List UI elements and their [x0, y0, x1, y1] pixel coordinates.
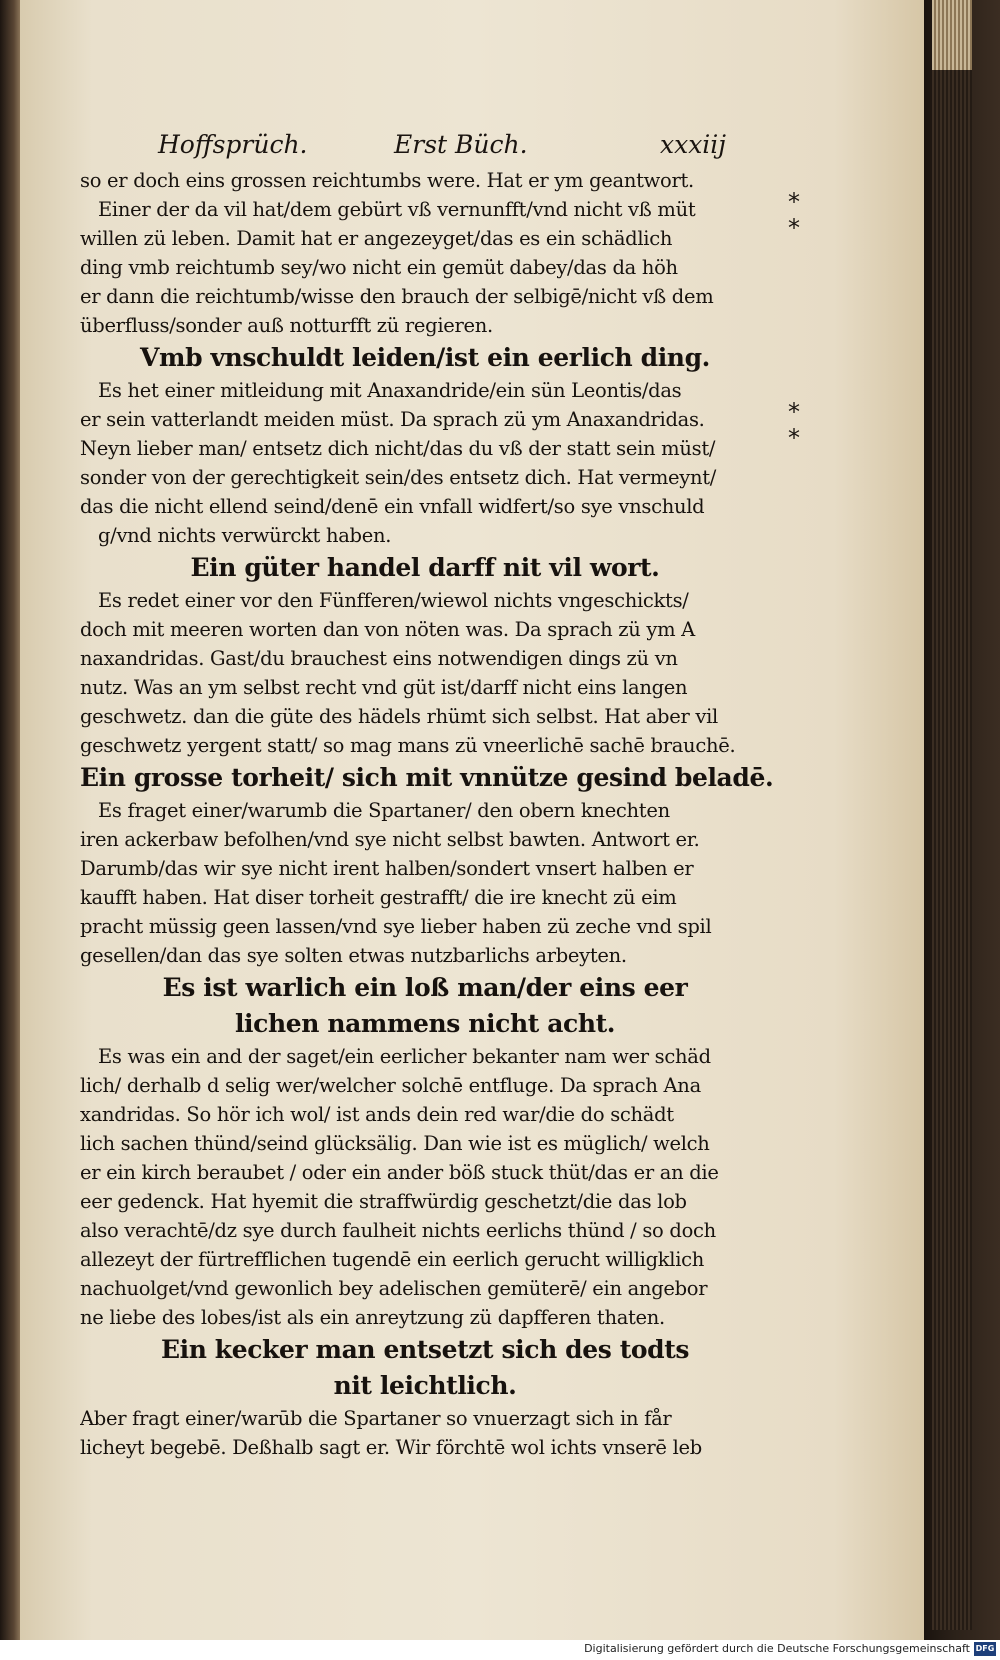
dfg-logo: DFG	[974, 1642, 996, 1656]
text-line: nachuolget/vnd gewonlich bey adelischen gemüterē/ ein angebor	[80, 1277, 708, 1300]
page-text-body	[80, 166, 774, 1462]
text-line: er ein kirch beraubet / oder ein ander böß stuck thüt/das er an die	[80, 1161, 719, 1184]
asterisk-mark: *	[788, 188, 800, 216]
text-line: pracht müssig geen lassen/vnd sye lieber haben zü zeche vnd spil	[80, 915, 712, 938]
folio-number: xxxiij	[660, 130, 727, 159]
text-line: lich/ derhalb d selig wer/welcher solchē entfluge. Da sprach Ana	[80, 1074, 701, 1097]
footer-bar	[0, 1640, 1000, 1660]
text-line: willen zü leben. Damit hat er angezeyget/das es ein schädlich	[80, 227, 673, 250]
text-line: Neyn lieber man/ entsetz dich nicht/das du vß der statt sein müst/	[80, 437, 716, 460]
section-heading: Ein grosse torheit/ sich mit vnnütze gesind beladē.	[80, 763, 774, 792]
text-line: gesellen/dan das sye solten etwas nutzbarlichs arbeyten.	[80, 944, 627, 967]
footer-credit: Digitalisierung gefördert durch die Deutsche Forschungsgemeinschaft	[584, 1642, 970, 1655]
text-line: nutz. Was an ym selbst recht vnd güt ist/darff nicht eins langen	[80, 676, 688, 699]
text-line: ne liebe des lobes/ist als ein anreytzung zü dapfferen thaten.	[80, 1306, 665, 1329]
text-line: eer gedenck. Hat hyemit die straffwürdig geschetzt/die das lob	[80, 1190, 687, 1213]
text-line: er sein vatterlandt meiden müst. Da sprach zü ym Anaxandridas.	[80, 408, 705, 431]
asterisk-mark: *	[788, 398, 800, 426]
text-line: sonder von der gerechtigkeit sein/des entsetz dich. Hat vermeynt/	[80, 466, 717, 489]
text-line: g/vnd nichts verwürckt haben.	[98, 524, 392, 547]
text-line: Darumb/das wir sye nicht irent halben/sondert vnsert halben er	[80, 857, 694, 880]
book-page	[20, 0, 924, 1640]
text-line: er dann die reichtumb/wisse den brauch der selbigē/nicht vß dem	[80, 285, 714, 308]
text-line: Es fraget einer/warumb die Spartaner/ den obern knechten	[98, 799, 670, 822]
text-line: Es was ein and der saget/ein eerlicher bekanter nam wer schäd	[98, 1045, 711, 1068]
section-heading: nit leichtlich.	[333, 1371, 517, 1400]
text-line: geschwetz. dan die güte des hädels rhümt sich selbst. Hat aber vil	[80, 705, 718, 728]
section-heading: Vmb vnschuldt leiden/ist ein eerlich ding.	[140, 343, 710, 372]
text-line: kaufft haben. Hat diser torheit gestrafft/ die ire knecht zü eim	[80, 886, 677, 909]
text-line: allezeyt der fürtrefflichen tugendē ein eerlich gerucht willigklich	[80, 1248, 705, 1271]
text-line: also verachtē/dz sye durch faulheit nichts eerlichs thünd / so doch	[80, 1219, 716, 1242]
section-heading: Ein güter handel darff nit vil wort.	[190, 553, 660, 582]
text-line: das die nicht ellend seind/denē ein vnfall widfert/so sye vnschuld	[80, 495, 705, 518]
section-heading: Ein kecker man entsetzt sich des todts	[160, 1335, 690, 1364]
text-line: Aber fragt einer/warūb die Spartaner so vnuerzagt sich in får	[80, 1407, 672, 1430]
text-line: so er doch eins grossen reichtumbs were. Hat er ym geantwort.	[80, 169, 694, 192]
asterisk-mark: *	[788, 214, 800, 242]
text-line: naxandridas. Gast/du brauchest eins notwendigen dings zü vn	[80, 647, 678, 670]
text-line: licheyt begebē. Deßhalb sagt er. Wir förchtē wol ichts vnserē leb	[80, 1436, 702, 1459]
header-center: Erst Büch.	[394, 130, 528, 159]
marginal-marks	[788, 0, 818, 1640]
text-line: überfluss/sonder auß notturfft zü regieren.	[80, 314, 493, 337]
section-heading: Es ist warlich ein loß man/der eins eer	[162, 973, 688, 1002]
text-line: lich sachen thünd/seind glücksälig. Dan wie ist es müglich/ welch	[80, 1132, 710, 1155]
book-gutter	[0, 0, 20, 1640]
text-line: Es redet einer vor den Fünfferen/wiewol nichts vngeschickts/	[98, 589, 689, 612]
asterisk-mark: *	[788, 424, 800, 452]
section-heading: lichen nammens nicht acht.	[234, 1009, 616, 1038]
header-left: Hoffsprüch.	[158, 130, 308, 159]
text-line: geschwetz yergent statt/ so mag mans zü vneerlichē sachē brauchē.	[80, 734, 736, 757]
text-line: Einer der da vil hat/dem gebürt vß vernunfft/vnd nicht vß müt	[98, 198, 696, 221]
text-line: xandridas. So hör ich wol/ ist ands dein red war/die do schädt	[80, 1103, 674, 1126]
text-line: Es het einer mitleidung mit Anaxandride/ein sün Leontis/das	[98, 379, 682, 402]
text-line: ding vmb reichtumb sey/wo nicht ein gemüt dabey/das da höh	[80, 256, 678, 279]
book-edge	[924, 0, 1000, 1640]
text-line: iren ackerbaw befolhen/vnd sye nicht selbst bawten. Antwort er.	[80, 828, 700, 851]
text-line: doch mit meeren worten dan von nöten was. Da sprach zü ym A	[80, 618, 695, 641]
